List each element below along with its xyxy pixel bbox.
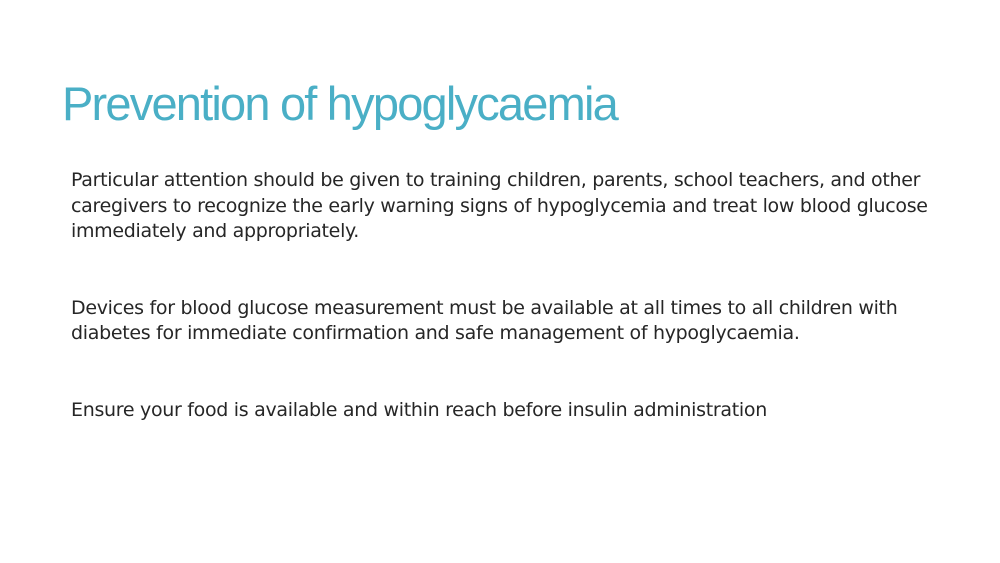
paragraph-devices: Devices for blood glucose measurement must be available at all times to all children with diabetes for immediate confirmation and safe management of hypoglycaemia. <box>71 296 898 344</box>
paragraph-training: Particular attention should be given to training children, parents, school teachers, and other caregivers to recognize the early warning signs of hypoglycemia and treat low blood glucose immediately and appropriately. <box>71 169 928 242</box>
paragraph-food: Ensure your food is available and within reach before insulin administration <box>71 398 767 421</box>
slide-title: Prevention of hypoglycaemia <box>62 77 617 130</box>
slide-body <box>71 168 951 474</box>
